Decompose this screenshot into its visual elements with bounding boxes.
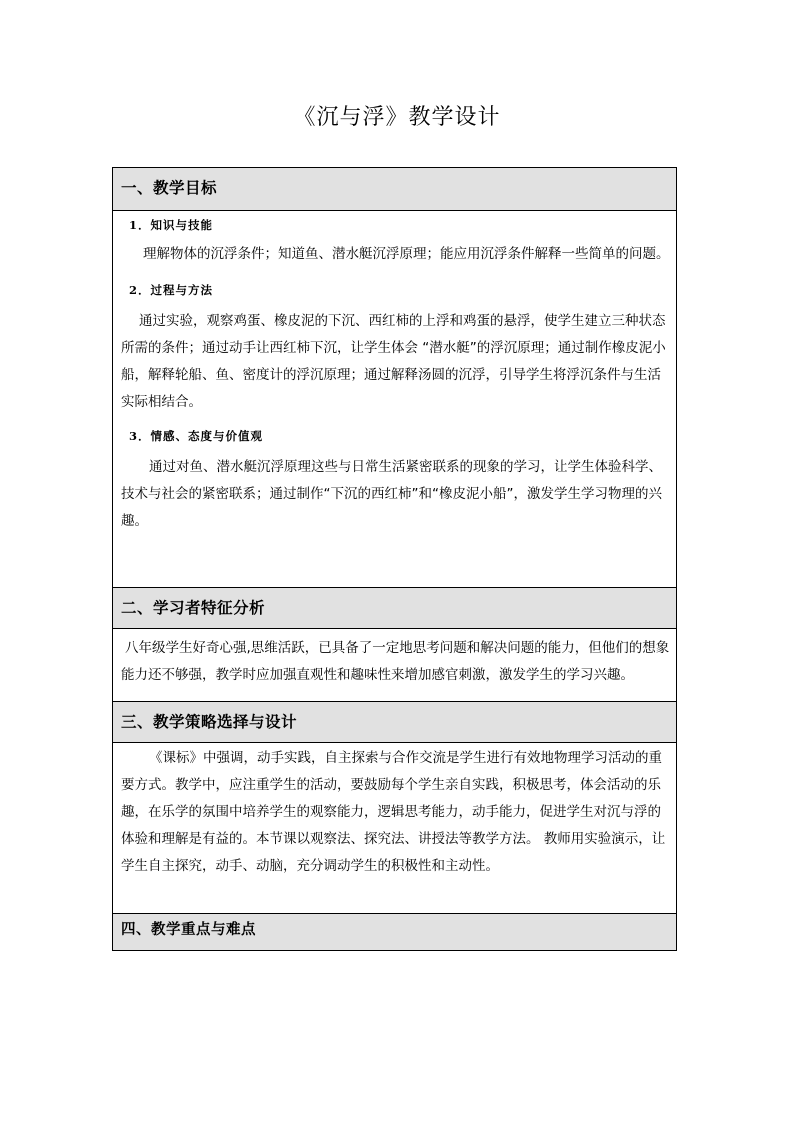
section-header-strategy: 三、教学策略选择与设计 bbox=[113, 702, 677, 743]
subsection-label-process: 2．过程与方法 bbox=[129, 283, 214, 297]
strategy-text: 《课标》中强调，动手实践，自主探索与合作交流是学生进行有效地物理学习活动的重要方式。教学中，应注重学生的活动，要鼓励每个学生亲自实践，积极思考，体会活动的乐趣，在乐学的氛围中培养学生的观察能力，逻辑思考能力，动手能力，促进学生对沉与浮的体验和理解是有益的。本节课以观察法、探究法、讲授法等教学方法。 教师用实验演示，让学生自主探究，动手、动脑，充分调动学生的积极性和主动性。 bbox=[121, 750, 666, 874]
section-header-key-points: 四、教学重点与难点 bbox=[113, 914, 677, 951]
section-body-strategy bbox=[113, 743, 677, 914]
subsection-text-knowledge: 理解物体的沉浮条件；知道鱼、潜水艇沉浮原理；能应用沉浮条件解释一些简单的问题。 bbox=[143, 246, 670, 262]
subsection-label-knowledge: 1．知识与技能 bbox=[129, 218, 214, 232]
section-header-objectives: 一、教学目标 bbox=[113, 168, 677, 211]
subsection-text-process: 通过实验，观察鸡蛋、橡皮泥的下沉、西红柿的上浮和鸡蛋的悬浮，使学生建立三种状态所需的条件；通过动手让西红柿下沉，让学生体会 “潜水艇”的浮沉原理；通过制作橡皮泥小船，解释轮船、鱼、密度计的浮沉原理；通过解释汤圆的沉浮，引导学生将浮沉条件与生活实际相结合。 bbox=[121, 313, 666, 410]
learners-text: 八年级学生好奇心强,思维活跃，已具备了一定地思考问题和解决问题的能力，但他们的想象能力还不够强，教学时应加强直观性和趣味性来增加感官刺激，激发学生的学习兴趣。 bbox=[121, 640, 670, 683]
subsection-label-values: 3．情感、态度与价值观 bbox=[129, 429, 264, 443]
section-body-objectives bbox=[113, 211, 677, 588]
subsection-text-values: 通过对鱼、潜水艇沉浮原理这些与日常生活紧密联系的现象的学习，让学生体验科学、技术与社会的紧密联系；通过制作“下沉的西红柿”和“橡皮泥小船”，激发学生学习物理的兴趣。 bbox=[121, 459, 662, 529]
section-body-learners bbox=[113, 629, 677, 702]
lesson-plan-table bbox=[112, 167, 677, 951]
document-title: 《沉与浮》教学设计 bbox=[293, 105, 501, 130]
section-header-learners: 二、学习者特征分析 bbox=[113, 588, 677, 629]
